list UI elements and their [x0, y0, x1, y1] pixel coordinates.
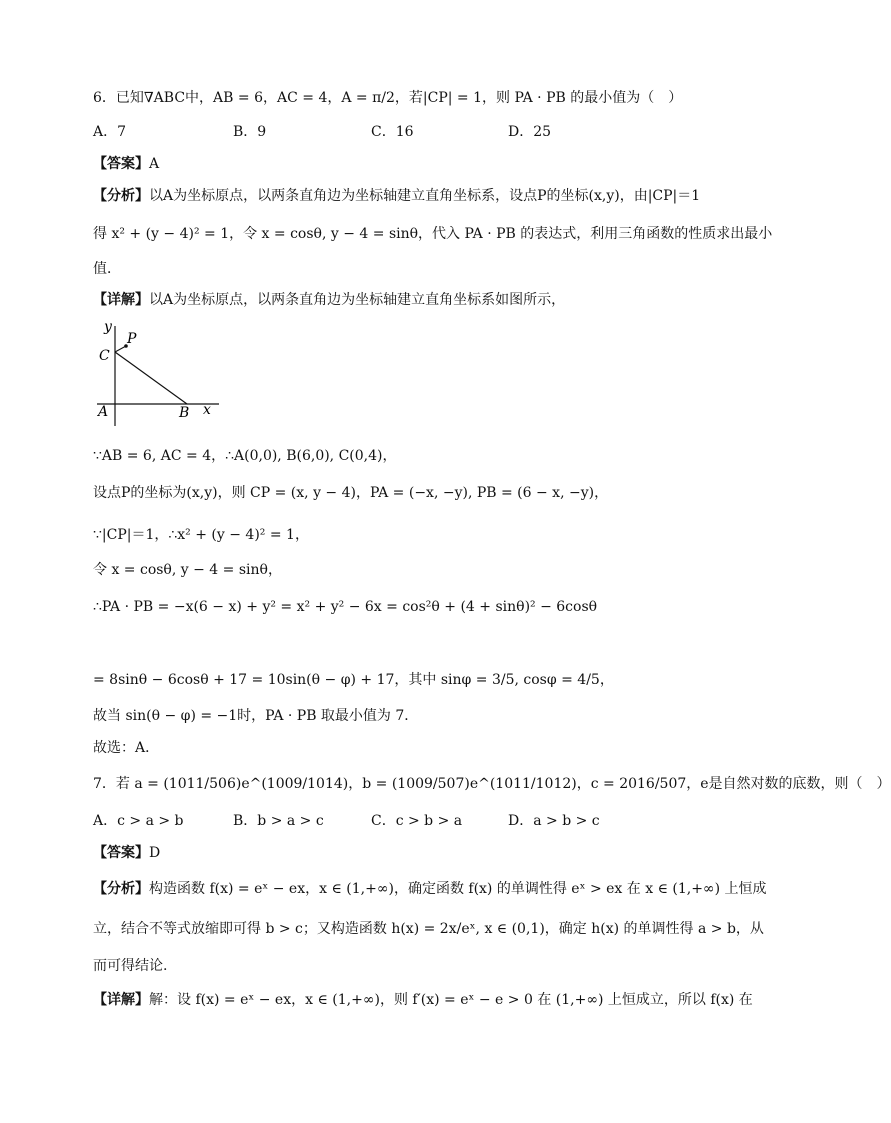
y-axis-label: y	[104, 319, 112, 335]
q7-analysis-line-1	[93, 879, 767, 899]
q6-option-d: D．25	[508, 124, 552, 140]
q7-analysis-line-3: 而可得结论.	[93, 958, 168, 974]
q7-option-d: D．a > b > c	[508, 813, 600, 829]
q7-option-c: C．c > b > a	[371, 813, 463, 829]
q7-answer-line	[93, 843, 160, 863]
q7-answer-tag: 【答案】	[93, 845, 149, 861]
q6-step-7: 故当 sin(θ − φ) = −1时，PA · PB 取最小值为 7．	[93, 708, 419, 724]
q6-analysis-line-2: 得 x² + (y − 4)² = 1，令 x = cosθ, y − 4 = sinθ，代入 PA · PB 的表达式，利用三角函数的性质求出最小	[93, 226, 773, 242]
x-axis-label: x	[203, 402, 211, 418]
q6-analysis-line-3: 值．	[93, 261, 121, 277]
q6-analysis-text-1: 以A为坐标原点，以两条直角边为坐标轴建立直角坐标系，设点P的坐标(x,y)，由|CP|＝1	[149, 188, 701, 204]
q6-step-2: 设点P的坐标为(x,y)，则 CP = (x, y − 4)，PA = (−x, −y), PB = (6 − x, −y)，	[93, 485, 609, 501]
q6-analysis-tag: 【分析】	[93, 188, 149, 204]
point-p-label: P	[127, 331, 137, 347]
q6-analysis-line-1	[93, 186, 700, 206]
point-c-label: C	[99, 348, 110, 364]
q7-option-b: B．b > a > c	[233, 813, 324, 829]
q6-choose: 故选：A．	[93, 740, 160, 756]
hypotenuse-cb	[115, 352, 187, 404]
q7-stem: 7．若 a = (1011/506)e^(1009/1014)，b = (1009/507)e^(1011/1012)，c = 2016/507，e是自然对数的底数，则（ ）	[93, 776, 891, 792]
q6-stem: 6．已知∇ABC中，AB = 6，AC = 4，A = π/2，若|CP| = 1，则 PA · PB 的最小值为（ ）	[93, 90, 683, 106]
q6-step-3: ∵|CP|＝1，∴x² + (y − 4)² = 1，	[93, 527, 309, 543]
q7-analysis-tag: 【分析】	[93, 881, 149, 897]
q6-step-6: = 8sinθ − 6cosθ + 17 = 10sin(θ − φ) + 17，其中 sinφ = 3/5, cosφ = 4/5，	[93, 672, 614, 688]
q6-detail-line-1	[93, 290, 565, 310]
q7-answer: D	[149, 845, 161, 861]
q6-option-a: A．7	[93, 124, 127, 140]
q6-step-1: ∵AB = 6, AC = 4，∴A(0,0), B(6,0), C(0,4)，	[93, 448, 397, 464]
q6-detail-tag: 【详解】	[93, 292, 149, 308]
q7-detail-text-1: 解：设 f(x) = eˣ − ex，x ∈ (1,+∞)，则 f′(x) = eˣ − e > 0 在 (1,+∞) 上恒成立，所以 f(x) 在	[149, 992, 753, 1008]
point-b-label: B	[179, 405, 190, 421]
q6-step-4: 令 x = cosθ, y − 4 = sinθ，	[93, 562, 282, 578]
q6-answer: A	[149, 156, 160, 172]
q6-step-5: ∴PA · PB = −x(6 − x) + y² = x² + y² − 6x = cos²θ + (4 + sinθ)² − 6cosθ	[93, 599, 598, 615]
q6-option-c: C．16	[371, 124, 414, 140]
q6-answer-tag: 【答案】	[93, 156, 149, 172]
q6-answer-line	[93, 154, 159, 174]
q7-option-a: A．c > a > b	[93, 813, 184, 829]
q7-analysis-text-1: 构造函数 f(x) = eˣ − ex，x ∈ (1,+∞)，确定函数 f(x) 的单调性得 eˣ > ex 在 x ∈ (1,+∞) 上恒成	[149, 881, 767, 897]
point-a-label: A	[98, 404, 109, 420]
q7-analysis-line-2: 立，结合不等式放缩即可得 b > c；又构造函数 h(x) = 2x/eˣ, x ∈ (0,1)，确定 h(x) 的单调性得 a > b，从	[93, 921, 764, 937]
q7-detail-line-1	[93, 990, 753, 1010]
q7-detail-tag: 【详解】	[93, 992, 149, 1008]
q6-option-b: B．9	[233, 124, 267, 140]
coordinate-figure	[95, 318, 225, 433]
segment-cp	[115, 346, 126, 352]
q6-detail-text-1: 以A为坐标原点，以两条直角边为坐标轴建立直角坐标系如图所示，	[149, 292, 566, 308]
